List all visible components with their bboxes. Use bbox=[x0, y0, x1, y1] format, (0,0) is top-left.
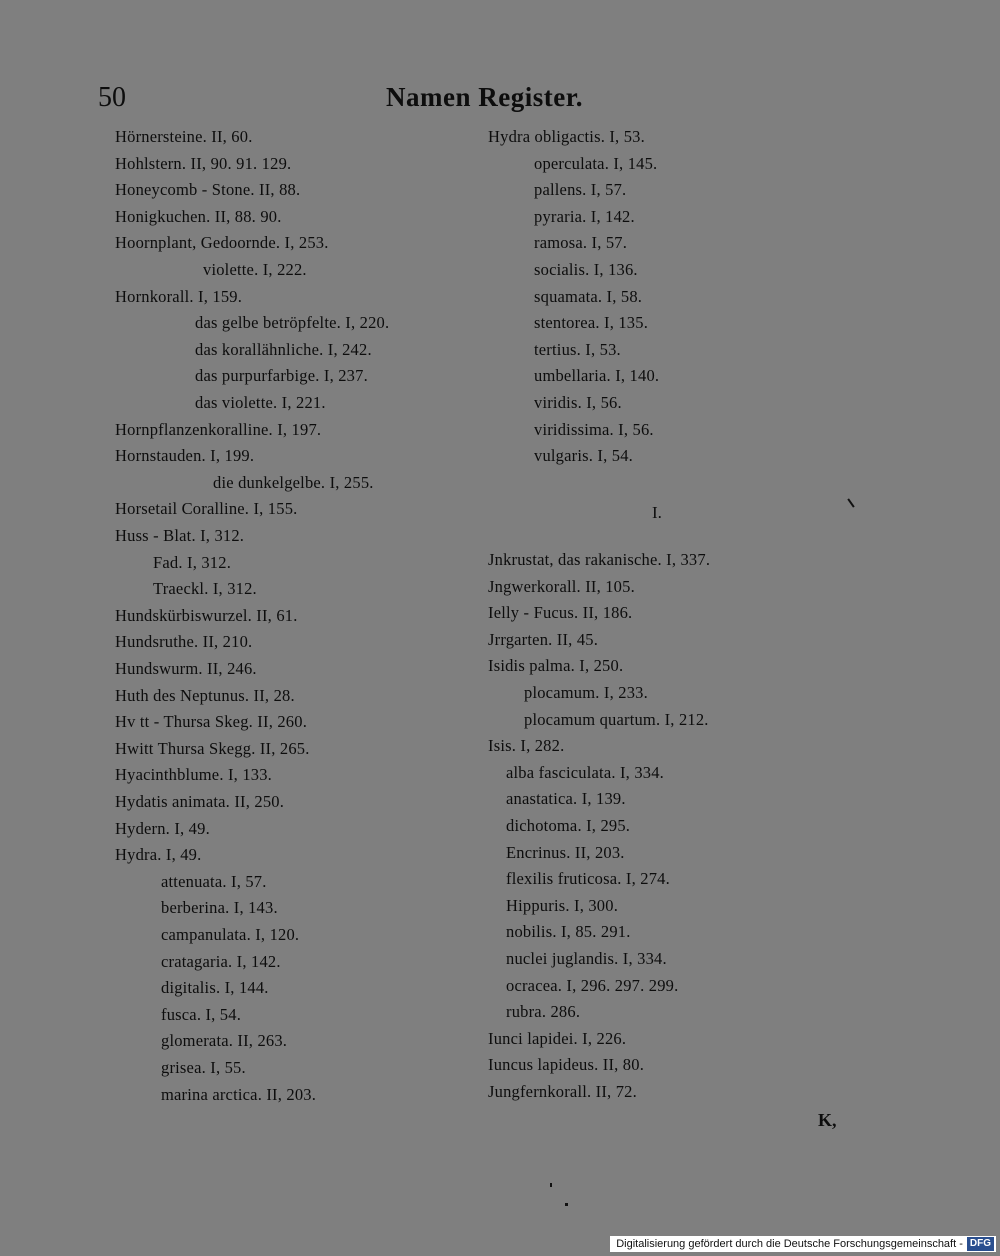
index-entry: plocamum quartum. I, 212. bbox=[524, 709, 709, 729]
index-entry: das korallähnliche. I, 242. bbox=[195, 339, 372, 359]
index-entry: Isidis palma. I, 250. bbox=[488, 656, 624, 676]
catchword: K, bbox=[818, 1110, 837, 1130]
index-entry: cratagaria. I, 142. bbox=[161, 951, 281, 971]
running-title: Namen Register. bbox=[386, 82, 583, 112]
index-entry: Jrrgarten. II, 45. bbox=[488, 629, 599, 649]
index-entry: Hornstauden. I, 199. bbox=[115, 446, 255, 466]
index-entry: digitalis. I, 144. bbox=[161, 978, 269, 998]
index-entry: berberina. I, 143. bbox=[161, 898, 278, 918]
index-entry: grisea. I, 55. bbox=[161, 1058, 246, 1077]
index-entry: glomerata. II, 263. bbox=[161, 1031, 288, 1051]
index-entry: das violette. I, 221. bbox=[195, 393, 326, 412]
index-entry: stentorea. I, 135. bbox=[534, 313, 649, 333]
index-entry: flexilis fruticosa. I, 274. bbox=[506, 869, 670, 889]
index-entry: nobilis. I, 85. 291. bbox=[506, 922, 631, 942]
index-entry: campanulata. I, 120. bbox=[161, 925, 300, 944]
index-entry: Hydra. I, 49. bbox=[115, 845, 202, 865]
index-entry: Ielly - Fucus. II, 186. bbox=[488, 603, 633, 623]
index-entry: attenuata. I, 57. bbox=[161, 871, 267, 891]
index-entry: das purpurfarbige. I, 237. bbox=[195, 366, 368, 386]
index-entry: Fad. I, 312. bbox=[153, 552, 232, 572]
index-entry: Hohlstern. II, 90. 91. 129. bbox=[115, 153, 292, 173]
scan-speck bbox=[550, 1183, 552, 1187]
index-entry: fusca. I, 54. bbox=[161, 1004, 242, 1024]
index-entry: Isis. I, 282. bbox=[488, 736, 565, 756]
index-entry: vulgaris. I, 54. bbox=[534, 446, 633, 466]
index-entry: die dunkelgelbe. I, 255. bbox=[213, 472, 374, 492]
index-entry: Iunci lapidei. I, 226. bbox=[488, 1028, 627, 1048]
index-entry: dichotoma. I, 295. bbox=[506, 816, 631, 835]
index-entry: Jnkrustat, das rakanische. I, 337. bbox=[488, 550, 711, 569]
page-number: 50 bbox=[98, 82, 126, 113]
index-entry: Hundsruthe. II, 210. bbox=[115, 632, 253, 652]
index-entry: Hippuris. I, 300. bbox=[506, 895, 619, 915]
index-entry: nuclei juglandis. I, 334. bbox=[506, 949, 667, 968]
footer-text: Digitalisierung gefördert durch die Deutsche Forschungsgemeinschaft - bbox=[616, 1238, 963, 1250]
index-entry: Hornkorall. I, 159. bbox=[115, 286, 243, 306]
index-entry: plocamum. I, 233. bbox=[524, 683, 648, 702]
index-entry: Hörnersteine. II, 60. bbox=[115, 127, 253, 146]
index-entry: squamata. I, 58. bbox=[534, 286, 643, 306]
index-entry: Hundswurm. II, 246. bbox=[115, 659, 257, 678]
index-entry: marina arctica. II, 203. bbox=[161, 1084, 317, 1104]
index-entry: viridis. I, 56. bbox=[534, 393, 622, 412]
index-entry: Hydatis animata. II, 250. bbox=[115, 792, 285, 811]
index-entry: anastatica. I, 139. bbox=[506, 789, 626, 809]
index-entry: operculata. I, 145. bbox=[534, 153, 658, 173]
index-entry: Iuncus lapideus. II, 80. bbox=[488, 1055, 645, 1075]
index-entry: Horsetail Coralline. I, 155. bbox=[115, 499, 298, 519]
index-entry: Huth des Neptunus. II, 28. bbox=[115, 685, 295, 705]
scan-speck bbox=[565, 1203, 568, 1206]
digitization-footer bbox=[610, 1236, 996, 1252]
index-entry: ocracea. I, 296. 297. 299. bbox=[506, 975, 679, 995]
section-letter: I. bbox=[652, 503, 662, 522]
index-entry: Hundskürbiswurzel. II, 61. bbox=[115, 605, 298, 625]
index-entry: Encrinus. II, 203. bbox=[506, 842, 625, 862]
index-entry: Hyacinthblume. I, 133. bbox=[115, 765, 272, 785]
index-entry: violette. I, 222. bbox=[203, 260, 307, 279]
index-entry: Hv tt - Thursa Skeg. II, 260. bbox=[115, 712, 308, 732]
index-entry: Traeckl. I, 312. bbox=[153, 579, 257, 599]
index-entry: Honeycomb - Stone. II, 88. bbox=[115, 180, 301, 200]
scan-speck bbox=[847, 498, 854, 507]
dfg-logo: DFG bbox=[967, 1237, 994, 1251]
index-entry: Huss - Blat. I, 312. bbox=[115, 526, 245, 545]
index-entry: socialis. I, 136. bbox=[534, 260, 638, 279]
index-entry: viridissima. I, 56. bbox=[534, 419, 654, 439]
index-entry: ramosa. I, 57. bbox=[534, 233, 628, 253]
index-entry: pyraria. I, 142. bbox=[534, 206, 635, 226]
index-entry: Hydra obligactis. I, 53. bbox=[488, 127, 645, 146]
index-entry: Jungfernkorall. II, 72. bbox=[488, 1082, 637, 1101]
index-entry: Honigkuchen. II, 88. 90. bbox=[115, 206, 282, 226]
index-entry: Hoornplant, Gedoornde. I, 253. bbox=[115, 233, 329, 253]
index-entry: alba fasciculata. I, 334. bbox=[506, 762, 665, 782]
index-entry: pallens. I, 57. bbox=[534, 180, 627, 200]
index-entry: Hornpflanzenkoralline. I, 197. bbox=[115, 419, 322, 439]
index-entry: Hydern. I, 49. bbox=[115, 818, 210, 838]
index-entry: das gelbe betröpfelte. I, 220. bbox=[195, 313, 390, 333]
index-entry: rubra. 286. bbox=[506, 1002, 581, 1022]
index-entry: Hwitt Thursa Skegg. II, 265. bbox=[115, 738, 310, 758]
index-entry: tertius. I, 53. bbox=[534, 339, 621, 359]
index-entry: umbellaria. I, 140. bbox=[534, 366, 660, 386]
index-entry: Jngwerkorall. II, 105. bbox=[488, 576, 635, 596]
